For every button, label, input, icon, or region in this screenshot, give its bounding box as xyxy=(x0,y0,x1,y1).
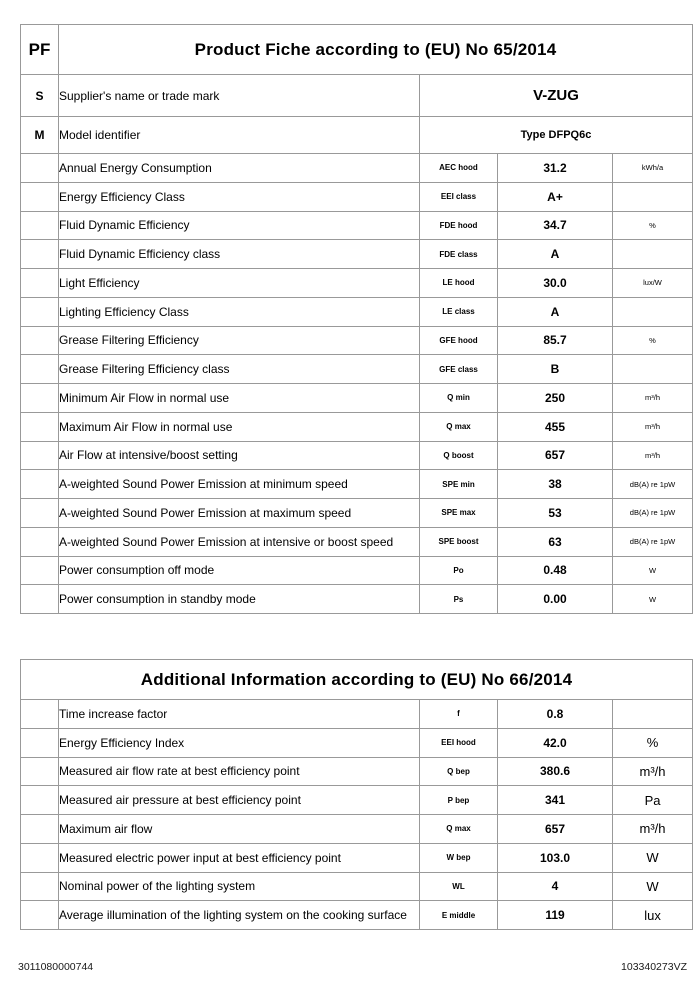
row-value: 657 xyxy=(498,441,613,470)
supplier-row xyxy=(21,75,693,117)
row-code-cell xyxy=(21,269,59,298)
row-code-cell xyxy=(21,154,59,183)
row-symbol: LE hood xyxy=(420,269,498,298)
row-value: 0.48 xyxy=(498,556,613,585)
row-unit: dB(A) re 1pW xyxy=(613,499,693,528)
table-row xyxy=(21,815,693,844)
row-label: Average illumination of the lighting system on the cooking surface xyxy=(59,901,420,930)
fiche-code-cell: PF xyxy=(21,25,59,75)
row-unit xyxy=(613,355,693,384)
row-value: A xyxy=(498,240,613,269)
row-unit: W xyxy=(613,556,693,585)
row-symbol: Po xyxy=(420,556,498,585)
table-row xyxy=(21,556,693,585)
row-symbol: Q max xyxy=(420,412,498,441)
additional-title: Additional Information according to (EU) No 66/2014 xyxy=(21,660,693,700)
table-row xyxy=(21,757,693,786)
row-code-cell xyxy=(21,499,59,528)
table-row xyxy=(21,269,693,298)
table-row xyxy=(21,412,693,441)
row-symbol: GFE hood xyxy=(420,326,498,355)
table-row xyxy=(21,326,693,355)
table-row xyxy=(21,786,693,815)
row-symbol: Q boost xyxy=(420,441,498,470)
row-unit: m³/h xyxy=(613,384,693,413)
supplier-code-cell: S xyxy=(21,75,59,117)
row-code-cell xyxy=(21,700,59,729)
table-row xyxy=(21,700,693,729)
row-symbol: Q bep xyxy=(420,757,498,786)
row-value: 103.0 xyxy=(498,843,613,872)
table-row xyxy=(21,211,693,240)
row-code-cell xyxy=(21,470,59,499)
row-code-cell xyxy=(21,527,59,556)
row-code-cell xyxy=(21,872,59,901)
table-row xyxy=(21,154,693,183)
row-label: Grease Filtering Efficiency class xyxy=(59,355,420,384)
row-value: 31.2 xyxy=(498,154,613,183)
row-label: A-weighted Sound Power Emission at minimum speed xyxy=(59,470,420,499)
row-unit: m³/h xyxy=(613,412,693,441)
table-row xyxy=(21,355,693,384)
row-symbol: P bep xyxy=(420,786,498,815)
row-label: Air Flow at intensive/boost setting xyxy=(59,441,420,470)
row-code-cell xyxy=(21,757,59,786)
table-row xyxy=(21,182,693,211)
row-label: Measured air flow rate at best efficiency point xyxy=(59,757,420,786)
row-unit xyxy=(613,700,693,729)
row-value: 30.0 xyxy=(498,269,613,298)
row-symbol: Ps xyxy=(420,585,498,614)
table-row xyxy=(21,901,693,930)
table-row xyxy=(21,240,693,269)
row-code-cell xyxy=(21,441,59,470)
row-unit: W xyxy=(613,872,693,901)
row-label: Maximum air flow xyxy=(59,815,420,844)
row-value: 455 xyxy=(498,412,613,441)
row-label: Fluid Dynamic Efficiency xyxy=(59,211,420,240)
row-value: B xyxy=(498,355,613,384)
row-code-cell xyxy=(21,211,59,240)
table-row xyxy=(21,585,693,614)
row-code-cell xyxy=(21,901,59,930)
row-unit: lux/W xyxy=(613,269,693,298)
row-value: 119 xyxy=(498,901,613,930)
table-row xyxy=(21,441,693,470)
row-unit: % xyxy=(613,211,693,240)
supplier-label: Supplier's name or trade mark xyxy=(59,75,420,117)
model-code-cell: M xyxy=(21,117,59,154)
row-value: 34.7 xyxy=(498,211,613,240)
row-symbol: EEI hood xyxy=(420,728,498,757)
row-code-cell xyxy=(21,815,59,844)
model-label: Model identifier xyxy=(59,117,420,154)
row-label: A-weighted Sound Power Emission at intensive or boost speed xyxy=(59,527,420,556)
table-row xyxy=(21,470,693,499)
row-value: 0.8 xyxy=(498,700,613,729)
table-row xyxy=(21,499,693,528)
row-value: A+ xyxy=(498,182,613,211)
row-unit xyxy=(613,182,693,211)
row-symbol: WL xyxy=(420,872,498,901)
row-label: Energy Efficiency Class xyxy=(59,182,420,211)
row-symbol: SPE min xyxy=(420,470,498,499)
row-label: Measured electric power input at best efficiency point xyxy=(59,843,420,872)
row-unit xyxy=(613,240,693,269)
row-label: Grease Filtering Efficiency xyxy=(59,326,420,355)
row-unit: dB(A) re 1pW xyxy=(613,527,693,556)
row-code-cell xyxy=(21,843,59,872)
row-unit: % xyxy=(613,326,693,355)
row-unit: kWh/a xyxy=(613,154,693,183)
row-symbol: GFE class xyxy=(420,355,498,384)
row-symbol: Q max xyxy=(420,815,498,844)
row-code-cell xyxy=(21,326,59,355)
row-symbol: f xyxy=(420,700,498,729)
row-value: 85.7 xyxy=(498,326,613,355)
fiche-title-row xyxy=(21,25,693,75)
row-label: Fluid Dynamic Efficiency class xyxy=(59,240,420,269)
row-unit: lux xyxy=(613,901,693,930)
row-symbol: AEC hood xyxy=(420,154,498,183)
row-value: 38 xyxy=(498,470,613,499)
row-value: A xyxy=(498,297,613,326)
row-code-cell xyxy=(21,297,59,326)
row-code-cell xyxy=(21,585,59,614)
row-unit: Pa xyxy=(613,786,693,815)
row-value: 4 xyxy=(498,872,613,901)
row-value: 63 xyxy=(498,527,613,556)
row-label: Energy Efficiency Index xyxy=(59,728,420,757)
table-row xyxy=(21,384,693,413)
model-row xyxy=(21,117,693,154)
supplier-value: V-ZUG xyxy=(420,75,693,117)
row-unit: % xyxy=(613,728,693,757)
row-unit: W xyxy=(613,843,693,872)
row-symbol: Q min xyxy=(420,384,498,413)
row-label: Time increase factor xyxy=(59,700,420,729)
row-value: 657 xyxy=(498,815,613,844)
row-unit: dB(A) re 1pW xyxy=(613,470,693,499)
row-value: 250 xyxy=(498,384,613,413)
table-row xyxy=(21,843,693,872)
row-value: 42.0 xyxy=(498,728,613,757)
additional-info-table xyxy=(20,659,693,930)
row-code-cell xyxy=(21,412,59,441)
fiche-title: Product Fiche according to (EU) No 65/2014 xyxy=(59,25,693,75)
row-label: Power consumption in standby mode xyxy=(59,585,420,614)
row-unit: W xyxy=(613,585,693,614)
document-number-right: 103340273VZ xyxy=(621,961,687,973)
row-symbol: SPE boost xyxy=(420,527,498,556)
row-code-cell xyxy=(21,384,59,413)
row-label: Annual Energy Consumption xyxy=(59,154,420,183)
product-fiche-table xyxy=(20,24,693,614)
row-unit: m³/h xyxy=(613,441,693,470)
row-label: Measured air pressure at best efficiency point xyxy=(59,786,420,815)
additional-title-row xyxy=(21,660,693,700)
row-label: Lighting Efficiency Class xyxy=(59,297,420,326)
row-label: Light Efficiency xyxy=(59,269,420,298)
row-symbol: FDE hood xyxy=(420,211,498,240)
row-code-cell xyxy=(21,240,59,269)
row-code-cell xyxy=(21,728,59,757)
row-value: 380.6 xyxy=(498,757,613,786)
row-label: Nominal power of the lighting system xyxy=(59,872,420,901)
row-symbol: LE class xyxy=(420,297,498,326)
row-label: Maximum Air Flow in normal use xyxy=(59,412,420,441)
row-symbol: E middle xyxy=(420,901,498,930)
row-label: Minimum Air Flow in normal use xyxy=(59,384,420,413)
row-value: 53 xyxy=(498,499,613,528)
table-row xyxy=(21,728,693,757)
document-number-left: 3011080000744 xyxy=(18,961,94,973)
row-label: A-weighted Sound Power Emission at maximum speed xyxy=(59,499,420,528)
row-label: Power consumption off mode xyxy=(59,556,420,585)
row-unit: m³/h xyxy=(613,757,693,786)
row-value: 341 xyxy=(498,786,613,815)
row-symbol: FDE class xyxy=(420,240,498,269)
row-unit xyxy=(613,297,693,326)
row-code-cell xyxy=(21,786,59,815)
table-row xyxy=(21,527,693,556)
row-symbol: EEI class xyxy=(420,182,498,211)
row-unit: m³/h xyxy=(613,815,693,844)
row-code-cell xyxy=(21,182,59,211)
row-symbol: W bep xyxy=(420,843,498,872)
model-value: Type DFPQ6c xyxy=(420,117,693,154)
table-row xyxy=(21,872,693,901)
table-row xyxy=(21,297,693,326)
row-code-cell xyxy=(21,556,59,585)
row-symbol: SPE max xyxy=(420,499,498,528)
row-value: 0.00 xyxy=(498,585,613,614)
row-code-cell xyxy=(21,355,59,384)
